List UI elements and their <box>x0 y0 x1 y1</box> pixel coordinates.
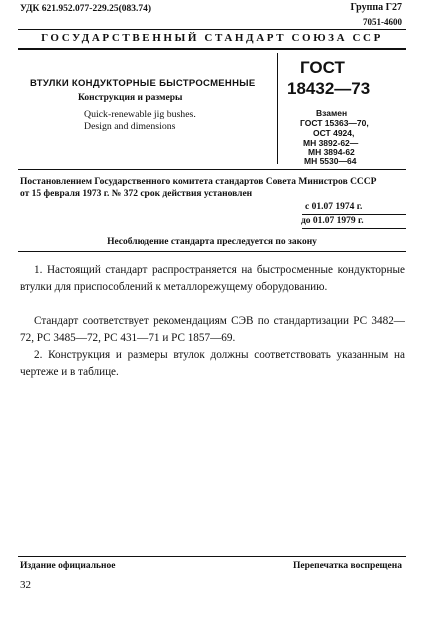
title-en-1: Quick-renewable jig bushes. <box>84 109 196 120</box>
group-code: Группа Г27 <box>350 2 402 13</box>
validity-rule <box>302 214 406 215</box>
notice-rule <box>18 251 406 252</box>
replaces-item: ОСТ 4924, <box>313 128 355 138</box>
resolution-line-2: от 15 февраля 1973 г. № 372 срок действия установлен <box>20 189 253 199</box>
classification-code: 7051-4600 <box>363 17 402 27</box>
replaces-label: Взамен <box>316 108 348 118</box>
paragraph-1: 1. Настоящий стандарт распространяется на быстросменные кондукторные втулки для приспособлений к металлорежущему оборудованию. <box>20 264 405 293</box>
title-divider <box>277 53 278 164</box>
title-bottom-rule <box>18 169 406 170</box>
banner-rule <box>18 48 406 50</box>
paragraph-3: 2. Конструкция и размеры втулок должны соответствовать указанным на чертеже и в таблице. <box>20 349 405 378</box>
paragraph-2: Стандарт соответствует рекомендациям СЭВ по стандартизации РС 3482—72, РС 3485—72, РС 431—71 и РС 1857—69. <box>20 315 405 344</box>
edition-label: Издание официальное <box>20 561 116 571</box>
resolution-line-1: Постановлением Государственного комитета стандартов Совета Министров СССР <box>20 177 377 187</box>
footer-rule <box>18 556 406 557</box>
validity-from: с 01.07 1974 г. <box>305 202 363 212</box>
state-standard-banner: ГОСУДАРСТВЕННЫЙ СТАНДАРТ СОЮЗА ССР <box>41 32 383 44</box>
replaces-item: МН 3894-62 <box>308 147 355 157</box>
legal-notice: Несоблюдение стандарта преследуется по закону <box>107 237 317 247</box>
gost-label: ГОСТ <box>300 58 345 77</box>
reprint-notice: Перепечатка воспрещена <box>292 561 402 571</box>
subtitle-ru: Конструкция и размеры <box>78 93 183 103</box>
header-rule <box>18 29 406 30</box>
gost-number: 18432—73 <box>287 79 371 98</box>
page-number: 32 <box>20 579 31 591</box>
udk-code: УДК 621.952.077-229.25(083.74) <box>20 4 152 14</box>
title-en-2: Design and dimensions <box>84 121 176 132</box>
replaces-item: МН 3892-62— <box>303 138 359 148</box>
validity-to: до 01.07 1979 г. <box>301 216 364 226</box>
replaces-item: ГОСТ 15363—70, <box>300 118 369 128</box>
validity-rule <box>302 228 406 229</box>
title-ru: ВТУЛКИ КОНДУКТОРНЫЕ БЫСТРОСМЕННЫЕ <box>30 78 256 89</box>
replaces-item: МН 5530—64 <box>304 156 357 166</box>
